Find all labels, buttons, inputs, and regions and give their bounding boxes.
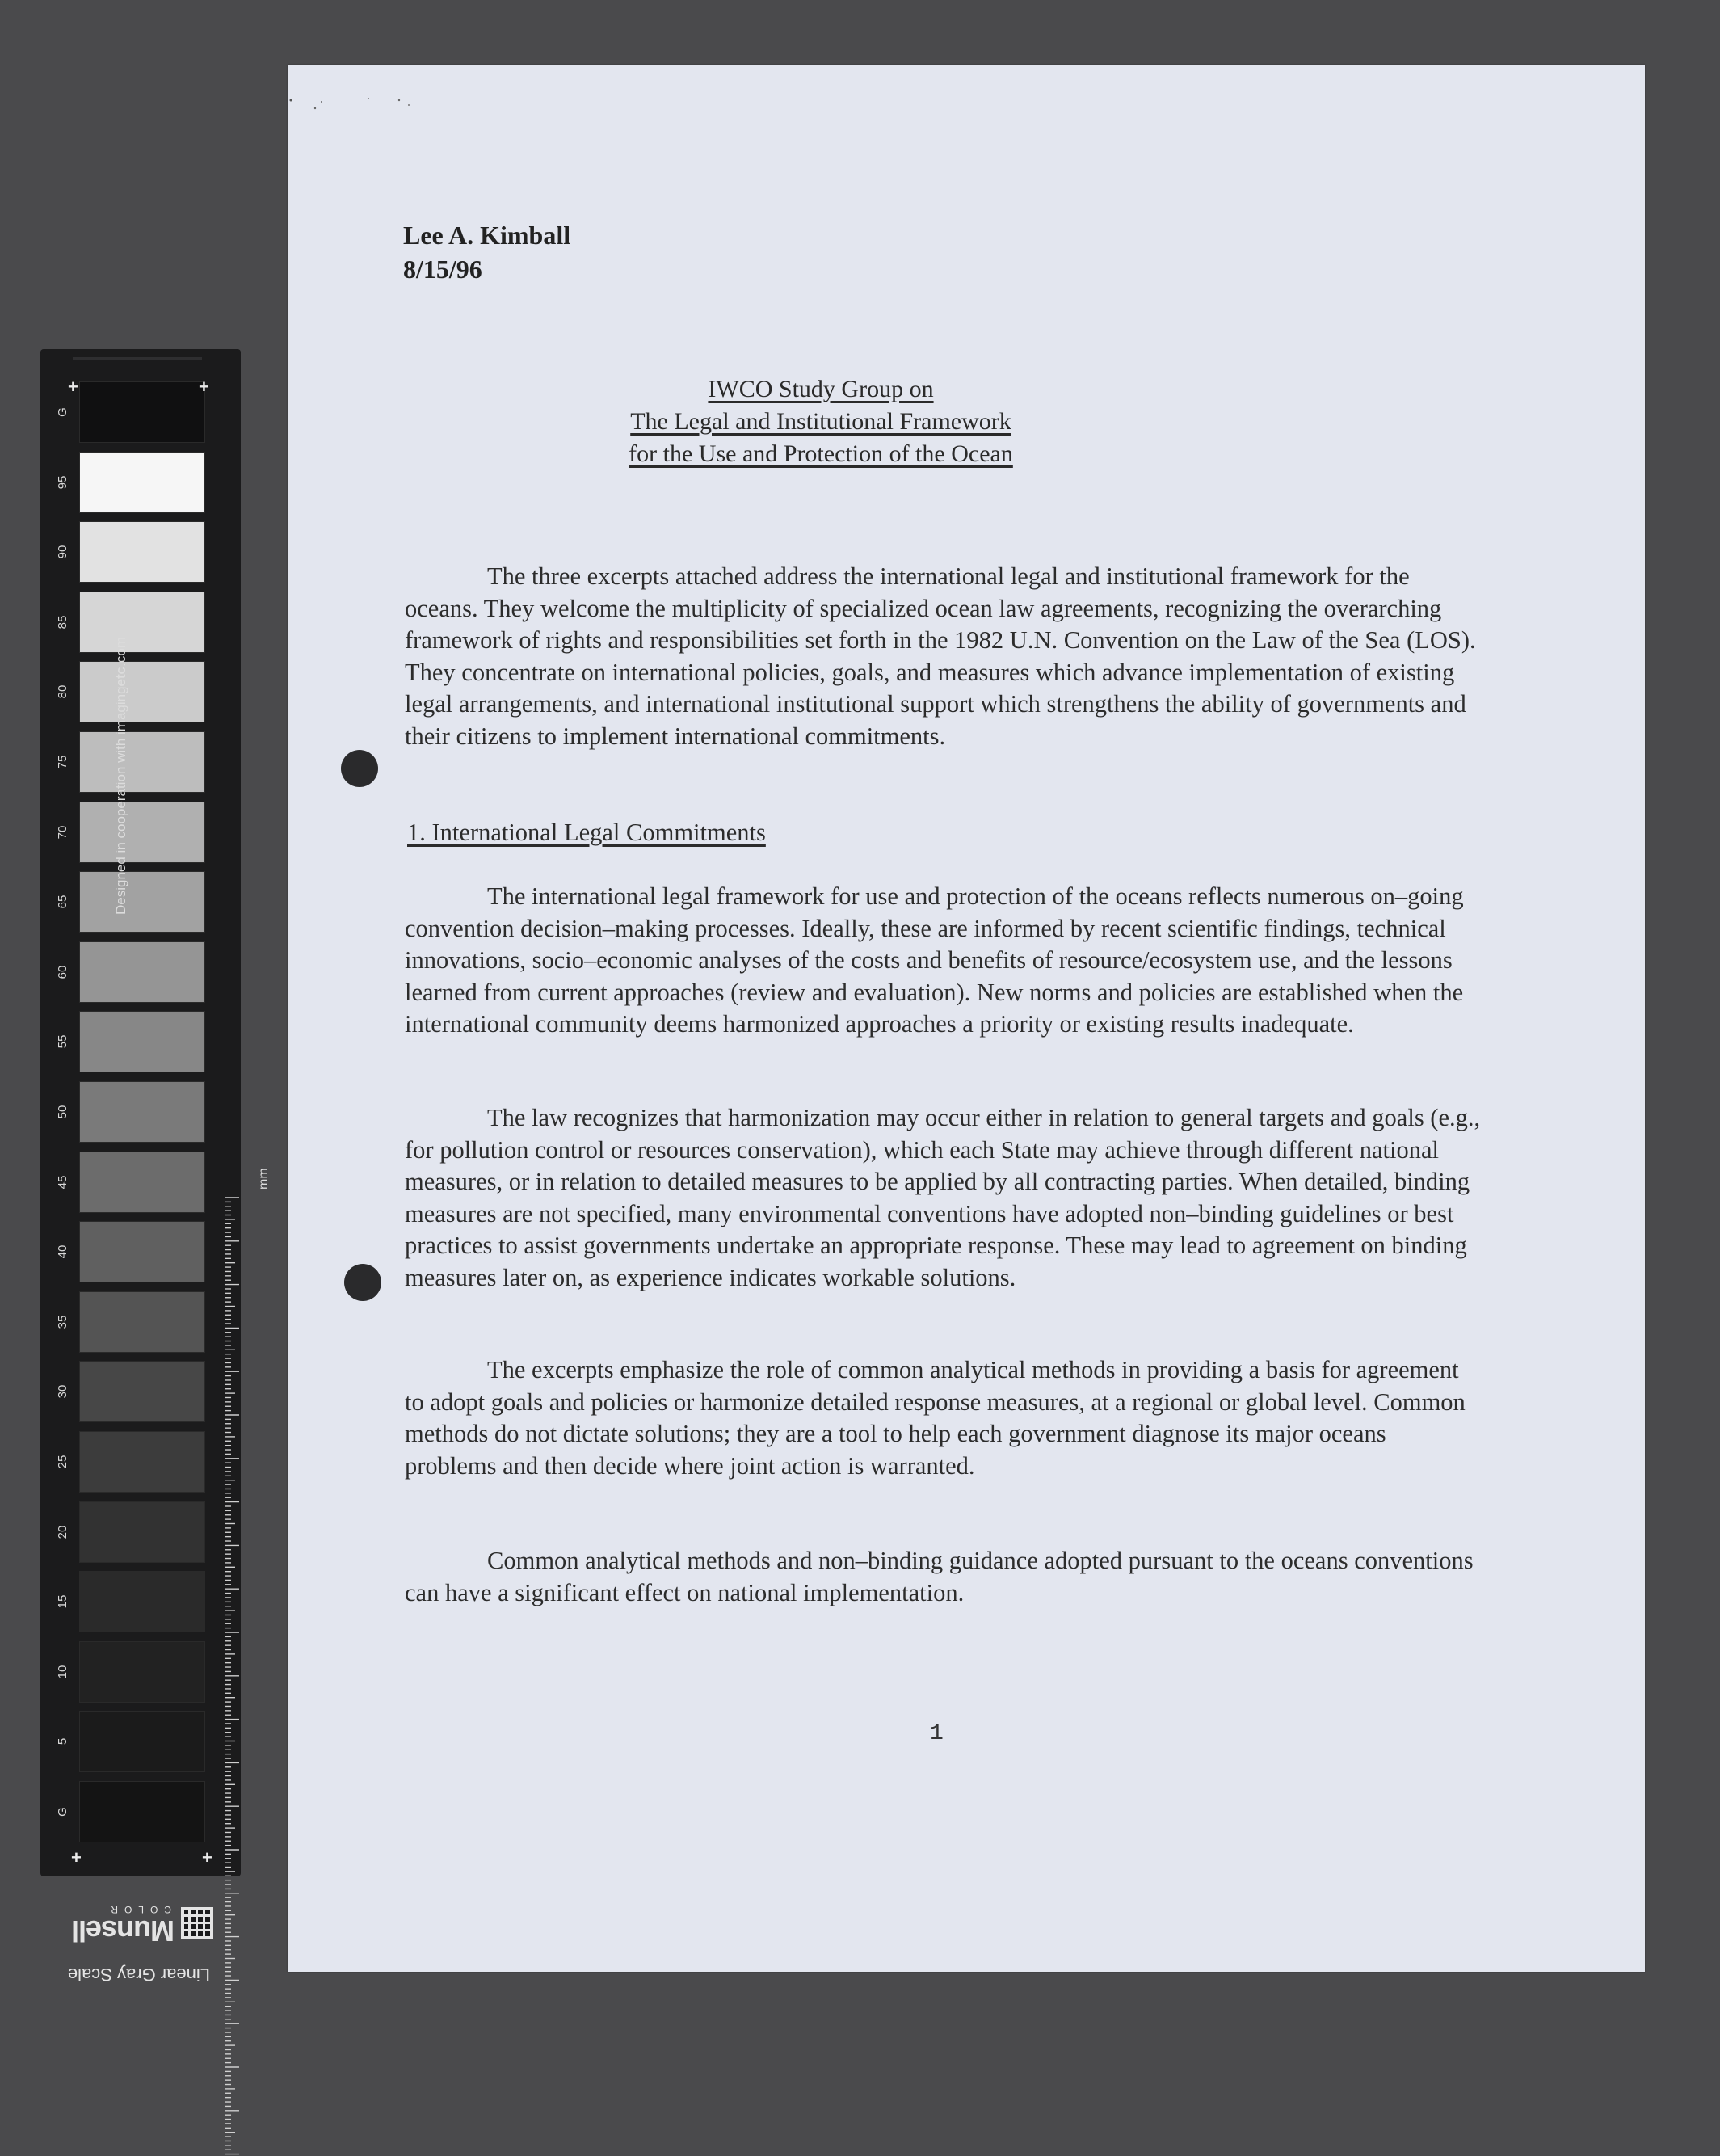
gray-swatch: [79, 1431, 205, 1493]
swatch-label: 45: [55, 1175, 69, 1189]
swatch-label: 70: [55, 825, 69, 839]
gray-swatch: [79, 1641, 205, 1703]
swatch-label: 95: [55, 475, 69, 489]
mm-unit-label: mm: [257, 1168, 271, 1190]
card-notch: [73, 357, 202, 360]
swatch-label: 90: [55, 545, 69, 559]
paragraph-common-methods: The excerpts emphasize the role of common analytical methods in providing a basis for agreement to adopt goals and policies or harmonize detailed response measures, at a regional or global level. Common methods do not dictate solutions; they are a tool to help each government diagnose its major oceans problems and then decide where joint action is warranted.: [405, 1356, 1466, 1480]
swatch-label: 30: [55, 1385, 69, 1399]
gray-swatch: [79, 381, 205, 443]
title-line: The Legal and Institutional Framework: [630, 408, 1011, 435]
paper-specks: [288, 65, 449, 129]
designed-in-cooperation-text: Designed in cooperation with imagingetc.com: [113, 637, 128, 915]
swatch-label: 75: [55, 755, 69, 769]
swatch-label: 85: [55, 615, 69, 630]
gray-swatch: [79, 661, 205, 722]
swatch-label: 15: [55, 1594, 69, 1609]
swatch-label: 80: [55, 685, 69, 699]
gray-swatch: [79, 1221, 205, 1282]
swatch-label: 40: [55, 1244, 69, 1259]
gray-swatch: [79, 521, 205, 583]
scale-name: Linear Gray Scale: [67, 1964, 210, 1985]
swatch-label: G: [55, 407, 69, 417]
intro-paragraph: The three excerpts attached address the international legal and institutional framework for the oceans. They welcome the multiplicity of specialized ocean law agreements, recognizing the overarching framework of rights and responsibilities set forth in the 1982 U.N. Convention on the Law of the Sea (LOS). They concentrate on international policies, goals, and measures which advance implementation of existing legal arrangements, and international institutional support which strengthens the ability of governments and their citizens to implement international commitments.: [405, 562, 1476, 750]
gray-swatch: [79, 1361, 205, 1422]
swatch-label: 20: [55, 1525, 69, 1539]
gray-swatch: [79, 1291, 205, 1353]
gray-swatch: [79, 452, 205, 513]
registration-mark: +: [68, 377, 78, 397]
gray-swatch: [79, 1152, 205, 1213]
gray-swatch: [79, 1571, 205, 1632]
document-date: 8/15/96: [403, 255, 482, 284]
swatch-label: 35: [55, 1315, 69, 1329]
swatch-label: G: [55, 1807, 69, 1817]
gray-swatch: [79, 731, 205, 793]
registration-mark: +: [202, 1847, 212, 1868]
swatch-label: 50: [55, 1105, 69, 1119]
swatch-label: 10: [55, 1665, 69, 1679]
gray-swatch: [79, 941, 205, 1003]
gray-swatch: [79, 1011, 205, 1072]
gray-swatch: [79, 1501, 205, 1563]
punch-hole: [344, 1264, 381, 1301]
swatch-label: 60: [55, 965, 69, 979]
gray-swatch: [79, 802, 205, 863]
author-block: [403, 218, 570, 286]
munsell-brand: [40, 1883, 241, 1996]
registration-mark: +: [71, 1847, 82, 1868]
document-title: [530, 373, 1112, 470]
title-line: IWCO Study Group on: [708, 376, 934, 402]
author-name: Lee A. Kimball: [403, 221, 571, 250]
gray-swatch: [79, 1781, 205, 1842]
punch-hole: [341, 750, 378, 787]
page-number: 1: [930, 1721, 944, 1746]
gray-swatch: [79, 871, 205, 933]
document-page: [288, 65, 1645, 1972]
gray-swatch: [79, 1081, 205, 1143]
gray-swatch: [79, 1711, 205, 1772]
brand-sub: COLOR: [104, 1904, 171, 1915]
millimeter-ruler: [225, 1196, 241, 2156]
swatch-label: 65: [55, 895, 69, 909]
registration-mark: +: [199, 377, 209, 397]
gray-scale-card: [40, 349, 271, 1876]
paragraph-harmonization: The law recognizes that harmonization may occur either in relation to general targets and goals (e.g., for pollution control or resources conservation), which each State may achieve through different national measures, or in relation to detailed measures to be applied by all contracting parties. When detailed, binding measures are not specified, many environmental conventions have adopted non–binding guidelines or best practices to assist governments undertake an appropriate response. These may lead to agreement on binding measures later on, as experience indicates workable solutions.: [405, 1104, 1481, 1291]
brand-name: Munsell: [71, 1914, 175, 1948]
swatch-label: 55: [55, 1035, 69, 1049]
swatch-label: 5: [55, 1738, 69, 1745]
paragraph-international-legal-framework: The international legal framework for use and protection of the oceans reflects numerous on–going convention decision–making processes. Ideally, these are informed by recent scientific findings, technical innovations, socio–economic analyses of the costs and benefits of resource/ecosystem use, and the lessons learned from current approaches (review and evaluation). New norms and policies are established when the international community deems harmonized approaches a priority or existing results inadequate.: [405, 882, 1464, 1038]
title-line: for the Use and Protection of the Ocean: [629, 440, 1013, 467]
munsell-grid-logo-icon: [181, 1907, 213, 1939]
swatch-label: 25: [55, 1455, 69, 1469]
gray-swatch: [79, 592, 205, 653]
paragraph-non-binding-guidance: Common analytical methods and non–binding guidance adopted pursuant to the oceans conventions can have a significant effect on national implementation.: [405, 1547, 1474, 1606]
section-heading: 1. International Legal Commitments: [407, 819, 766, 846]
